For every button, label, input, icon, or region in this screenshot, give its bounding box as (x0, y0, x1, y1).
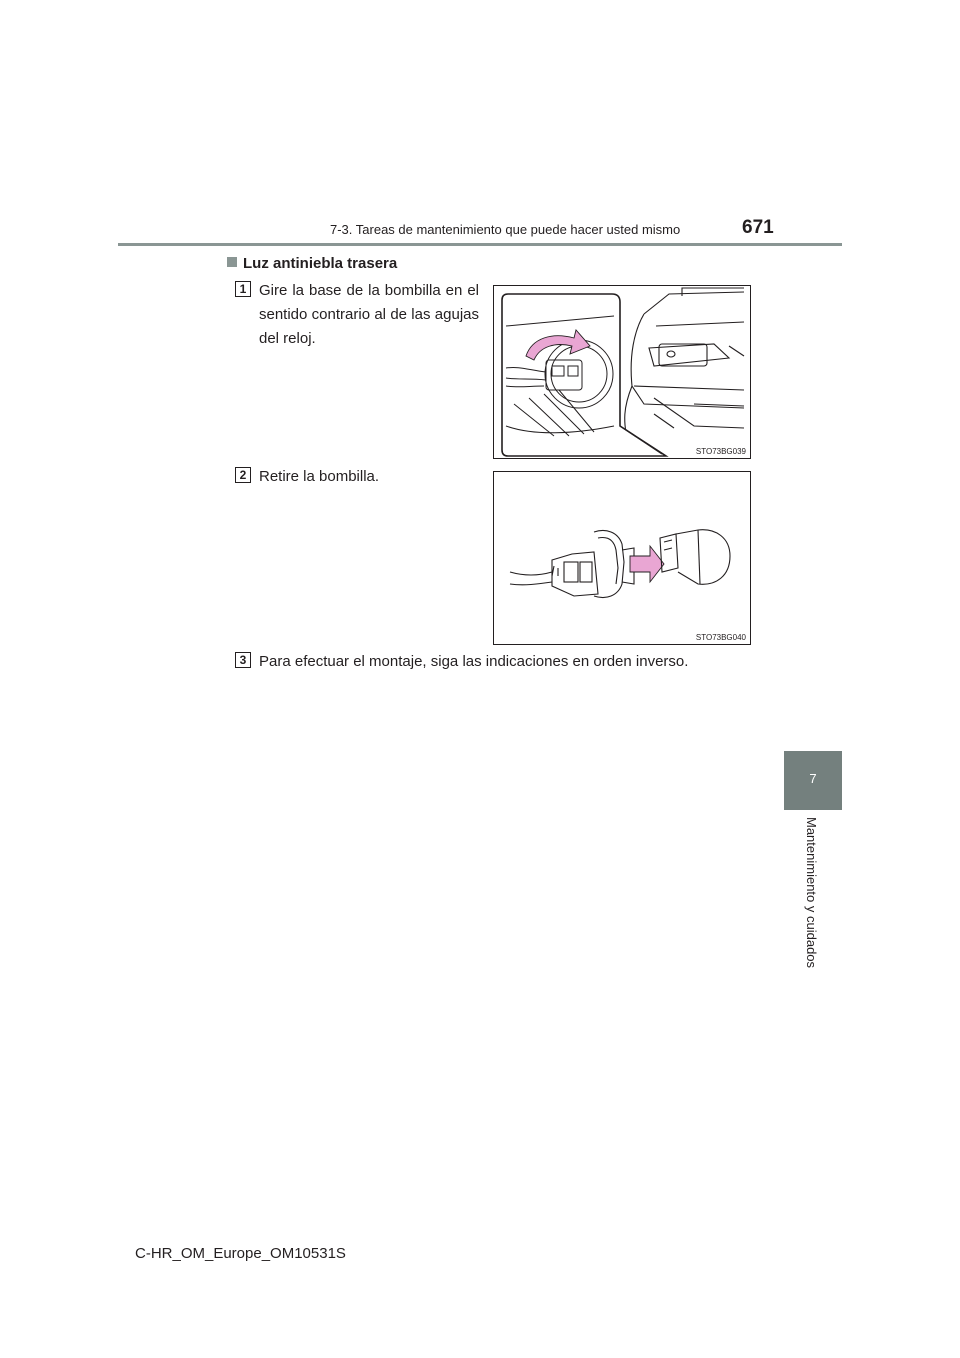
step-1-badge: 1 (235, 281, 251, 297)
rear-fog-light-socket-illustration (494, 286, 750, 458)
chapter-tab (784, 751, 842, 810)
section-heading-text: Luz antiniebla trasera (243, 255, 398, 272)
section-heading (227, 255, 397, 272)
chapter-number: 7 (809, 771, 817, 786)
step-3-text: Para efectuar el montaje, siga las indicaciones en orden inverso. (259, 653, 689, 670)
step-2-text: Retire la bombilla. (259, 468, 380, 485)
chapter-title: Mantenimiento y cuidados (804, 817, 819, 969)
document-id: C-HR_OM_Europe_OM10531S (135, 1245, 346, 1262)
figure-remove-bulb (493, 471, 751, 645)
step-1-text: Gire la base de la bombilla en el sentido contrario al de las agujas del reloj. (259, 282, 479, 347)
figure-rotate-bulb-base (493, 285, 751, 459)
running-header: 7-3. Tareas de mantenimiento que puede hacer usted mismo (330, 222, 681, 237)
bulb-removal-illustration (494, 472, 750, 644)
step-3-badge: 3 (235, 652, 251, 668)
figure-code: STO73BG039 (695, 447, 746, 456)
step-2-badge: 2 (235, 467, 251, 483)
pull-arrow-icon (630, 546, 664, 582)
figure-code: STO73BG040 (695, 633, 746, 642)
header-rule (118, 243, 842, 246)
square-bullet-icon (227, 257, 237, 267)
page-number: 671 (742, 217, 774, 238)
